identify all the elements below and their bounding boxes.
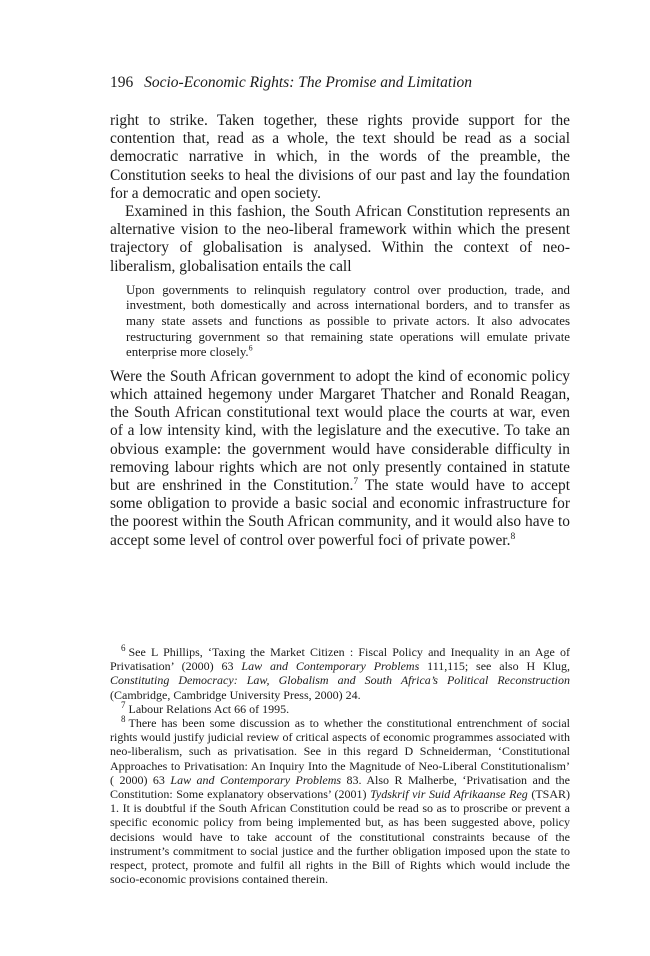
paragraph-3-continuation: The state would have to accept some obligation to provide a basic social and economic infrastructure for the poorest within the South African community, and it would also have to accept some level of control over powerful foci of private power.	[110, 477, 570, 549]
footnote-8-text-c: 83. Also R Malherbe, ‘Privatisation and the Constitution: Some explanatory observations’ (2001)	[110, 772, 570, 802]
paragraph-2: Examined in this fashion, the South African Constitution represents an alternative vision to the neo-liberal framework within which the present trajectory of globalisation is analysed. Within the context of neo-liberalism, globalisation entails the call	[110, 203, 570, 275]
paragraph-3	[110, 368, 570, 550]
running-title: Socio-Economic Rights: The Promise and Limitation	[144, 74, 473, 91]
footnotes	[110, 645, 570, 886]
footnote-6-number: 6	[121, 643, 126, 653]
footnote-ref-8: 8	[510, 530, 516, 542]
footnote-6-text-e: (Cambridge, Cambridge University Press, 2000) 24.	[110, 687, 361, 702]
footnote-7-text: Labour Relations Act 66 of 1995.	[128, 701, 290, 716]
footnote-8-text-a: There has been some discussion as to whether the constitutional entrenchment of social rights would justify judicial review of critical aspects of economic programmes associated with neo-liberalism, such as privatisation. See in this regard D Schneiderman, ‘Constitutional Approaches to Privatisation: An Inquiry Into the Magnitude of Neo-Liberal Constitutionalism’ ( 2000) 63	[110, 716, 570, 787]
footnote-6-text-a: See L Phillips, ‘Taxing the Market Citizen : Fiscal Policy and Inequality in an Age of Privatisation’ (2000) 63	[110, 645, 570, 674]
paragraph-3-text: Were the South African government to adopt the kind of economic policy which attained hegemony under Margaret Thatcher and Ronald Reagan, the South African constitutional text would place the courts at war, even of a low intensity kind, with the legislature and the executive. To take an obvious example: the government would have considerable difficulty in removing labour rights which are not only presently contained in statute but are enshrined in the Constitution.	[110, 367, 570, 495]
main-text	[110, 112, 570, 550]
footnote-6-book-title: Constituting Democracy: Law, Globalism and South Africa’s Political Reconstruction	[110, 673, 570, 688]
footnote-8-journal-2: Tydskrif vir Suid Afrikaanse Reg	[370, 787, 528, 802]
footnote-6-text-c: 111,115; see also H Klug,	[419, 659, 570, 674]
footnote-6-journal: Law and Contemporary Problems	[241, 659, 420, 674]
paragraph-1: right to strike. Taken together, these rights provide support for the contention that, read as a whole, the text should be read as a social democratic narrative in which, in the words of the preamble, the Constitution seeks to heal the divisions of our past and lay the foundation for a democratic and open society.	[110, 112, 570, 202]
block-quote-text	[126, 283, 570, 361]
footnote-7	[110, 699, 570, 716]
block-quote	[126, 283, 570, 361]
running-header	[110, 74, 472, 92]
quote-text: Upon governments to relinquish regulatory control over production, trade, and investment, both domestically and across international borders, and to transfer as many state assets and functions as possible to private actors. It also advocates restructuring government so that remaining state operations will emulate private enterprise more closely.	[126, 282, 570, 360]
footnote-ref-6: 6	[248, 343, 253, 353]
footnote-8-text-e: (TSAR) 1. It is doubtful if the South African Constitution could be read so as to proscribe or prevent a specific economic policy from being implemented but, as has been suggested above, policy decisions would have to take account of the constitutional constraints because of the instrument’s commitment to social justice and the further obligation imposed upon the state to respect, protect, promote and fulfil all rights in the Bill of Rights which would include the socio-economic provisions contained therein.	[110, 787, 570, 887]
footnote-8-number: 8	[121, 714, 126, 725]
page-number: 196	[110, 74, 134, 91]
footnote-8	[110, 716, 570, 886]
footnote-7-number: 7	[121, 699, 126, 710]
footnote-ref-7: 7	[353, 475, 359, 487]
footnote-8-journal: Law and Contemporary Problems	[170, 772, 342, 787]
footnote-6	[110, 645, 570, 702]
